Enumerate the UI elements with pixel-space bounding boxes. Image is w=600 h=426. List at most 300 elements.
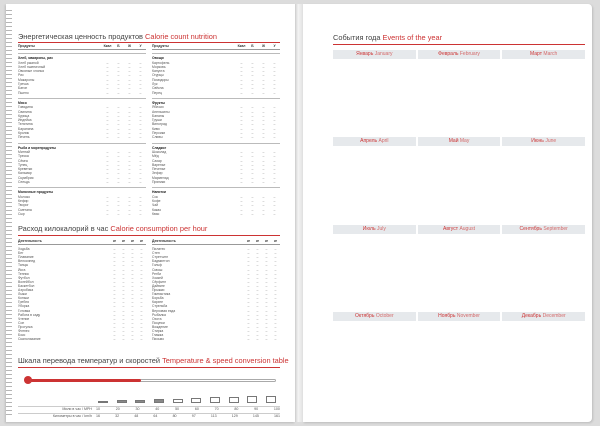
calorie-value: – [274,255,277,260]
nutrition-item-value: – [240,167,243,172]
calorie-value: – [274,275,277,280]
calorie-value: – [113,320,116,325]
nutrition-item-value: – [262,118,265,123]
nutrition-item-value: – [273,203,276,208]
calorie-value: – [274,304,277,309]
calorie-value: – [247,255,250,260]
speed-icon [191,398,201,403]
calorie-activity-name: Письмо [152,337,165,342]
nutrition-item-value: – [106,203,109,208]
nutrition-item-name: Варенье [152,162,166,167]
nutrition-item-value: – [128,122,131,127]
nutrition-item-value: – [240,73,243,78]
calorie-value: – [265,283,268,288]
calorie-activity-name: Сон [18,320,25,325]
calorie-value: – [131,300,134,305]
nutrition-item-value: – [139,105,142,110]
nutrition-item-value: – [117,118,120,123]
calorie-value: – [131,283,134,288]
calorie-value: – [140,251,143,256]
nutrition-item-value: – [106,82,109,87]
calorie-value: – [247,271,250,276]
nutrition-item-value: – [262,167,265,172]
calorie-activity-name: Вождение [152,324,168,329]
nutrition-item-value: – [139,77,142,82]
calorie-value: – [265,263,268,268]
calorie-value: – [265,251,268,256]
month-name-ru: Февраль [438,51,459,57]
month-name-ru: Сентябрь [519,226,542,232]
nutrition-item-value: – [240,113,243,118]
calorie-activity-name: Прыжки [152,288,165,293]
nutrition-item-value: – [262,162,265,167]
nutrition-column-1 [18,44,146,216]
nutrition-item-value: – [240,82,243,87]
nutrition-item-value: – [251,73,254,78]
nutrition-item-name: Помидоры [152,77,169,82]
nutrition-item-value: – [106,118,109,123]
calorie-value: – [113,251,116,256]
mph-value: 40 [155,407,160,411]
calorie-value: – [265,255,268,260]
calorie-value: – [140,337,143,342]
nutrition-item-value: – [240,162,243,167]
nutrition-item-name: Индейка [18,118,32,123]
calorie-value: – [247,296,250,301]
nutrition-item-value: – [273,113,276,118]
calorie-activity-name: Йога [18,267,26,272]
calorie-value: – [140,292,143,297]
nutrition-item-value: – [251,109,254,114]
nutrition-item-name: Курица [18,113,30,118]
nutrition-item-value: – [139,69,142,74]
nutrition-table [18,44,280,216]
calorie-value: – [274,259,277,264]
mph-value: 20 [115,407,120,411]
nutrition-item-value: – [240,90,243,95]
nutrition-item-value: – [262,109,265,114]
conversion-rule [18,367,280,368]
nutrition-item-value: – [128,162,131,167]
calorie-value: – [265,288,268,293]
calorie-activity-name: Фитнес [18,328,30,333]
nutrition-item-value: – [117,207,120,212]
calorie-value: – [256,316,259,321]
nutrition-item-name: Мёд [152,154,159,159]
calorie-value: – [113,288,116,293]
nutrition-item-value: – [262,149,265,154]
nutrition-item-value: – [251,180,254,185]
calorie-value: – [140,283,143,288]
calorie-value: – [256,283,259,288]
nutrition-item-value: – [262,126,265,131]
kmh-values [96,414,280,418]
nutrition-item-value: – [251,154,254,159]
calorie-activity-name: Скалолазание [18,337,41,342]
nutrition-item-value: – [117,171,120,176]
calorie-value: – [122,259,125,264]
nutrition-item-value: – [240,171,243,176]
nutrition-item-value: – [262,82,265,87]
conversion-title [18,356,289,365]
nutrition-item-value: – [117,86,120,91]
nutrition-item-name: Овсяные хлопья [18,69,45,74]
month-name-en: May [459,138,470,144]
nutrition-item-value: – [128,69,131,74]
calorie-activity-name: Хоккей [152,275,163,280]
calorie-header-3: кг [130,239,135,243]
nutrition-item-value: – [240,69,243,74]
calorie-activity-name: Работа в саду [18,312,41,317]
nutrition-item-name: Шоколад [152,149,167,154]
nutrition-item-value: – [262,175,265,180]
calorie-value: – [122,304,125,309]
calorie-value: – [131,324,134,329]
speed-icon [266,396,276,403]
nutrition-item-value: – [106,175,109,180]
nutrition-item-value: – [139,211,142,216]
month-name-ru: Июнь [531,138,544,144]
month-name-en: August [459,226,476,232]
kmh-value: 129 [231,414,238,418]
calorie-activity-name: Рыбалка [152,312,166,317]
mph-value: 100 [273,407,280,411]
nutrition-item-value: – [128,60,131,65]
calorie-activity-name: Глажка [152,333,164,338]
calorie-row [152,337,280,341]
calorie-activity-name: Карате [152,300,163,305]
nutrition-item-value: – [262,86,265,91]
nutrition-item-value: – [273,82,276,87]
nutrition-group-title: Хлеб, макароны, рис [18,53,146,60]
calorie-value: – [256,288,259,293]
calorie-value: – [256,247,259,252]
nutrition-item-value: – [128,82,131,87]
calorie-activity-name: Плавание [18,255,34,260]
nutrition-item-value: – [240,180,243,185]
speed-icon [247,396,257,403]
calorie-value: – [256,333,259,338]
calorie-value: – [265,320,268,325]
nutrition-item-value: – [251,113,254,118]
calorie-value: – [256,251,259,256]
nutrition-item-value: – [251,131,254,136]
margin-scale [6,10,14,416]
calorie-value: – [265,308,268,313]
nutrition-item-value: – [106,207,109,212]
nutrition-item-value: – [262,90,265,95]
nutrition-header-b: Б [117,44,120,48]
nutrition-item-value: – [273,149,276,154]
nutrition-item-value: – [262,198,265,203]
calorie-value: – [122,300,125,305]
nutrition-item-value: – [106,109,109,114]
calorie-value: – [256,259,259,264]
nutrition-item-value: – [106,86,109,91]
nutrition-item-value: – [106,194,109,199]
calorie-value: – [140,333,143,338]
nutrition-item-name: Лук [152,82,158,87]
calorie-value: – [122,333,125,338]
kmh-value: 64 [153,414,158,418]
calorie-value: – [122,267,125,272]
nutrition-item-name: Креветки [18,167,33,172]
calorie-value: – [256,324,259,329]
calorie-value: – [256,263,259,268]
nutrition-item-value: – [273,175,276,180]
month-row [333,225,585,234]
month-name-en: July [376,226,386,232]
nutrition-item-value: – [139,82,142,87]
nutrition-item-name: Перец [152,90,163,95]
month-cell [333,312,416,321]
calorie-value: – [131,279,134,284]
nutrition-item-name: Картофель [152,60,170,65]
nutrition-item-value: – [273,64,276,69]
month-cell [502,225,585,234]
month-name-ru: Декабрь [521,313,542,319]
nutrition-title-en: Calorie count nutrition [145,32,217,41]
calorie-value: – [247,251,250,256]
calorie-value: – [274,312,277,317]
nutrition-item-value: – [251,86,254,91]
calorie-value: – [274,337,277,342]
speed-icons [98,395,276,403]
nutrition-item-name: Говядина [18,105,33,110]
nutrition-item-value: – [106,180,109,185]
calorie-activity-name: Уборка [18,304,30,309]
calorie-value: – [274,320,277,325]
nutrition-item-value: – [251,171,254,176]
calorie-value: – [131,316,134,321]
nutrition-item-value: – [262,171,265,176]
nutrition-item-value: – [128,77,131,82]
nutrition-item-value: – [128,118,131,123]
nutrition-item-value: – [262,194,265,199]
mph-row [18,406,280,411]
nutrition-item-value: – [262,77,265,82]
nutrition-item-value: – [139,149,142,154]
nutrition-item-value: – [240,135,243,140]
nutrition-item-value: – [128,135,131,140]
nutrition-item-value: – [273,77,276,82]
month-cell [333,50,416,59]
nutrition-item-value: – [240,175,243,180]
nutrition-item-value: – [139,154,142,159]
nutrition-row [18,180,146,184]
calorie-header-2: кг [121,239,126,243]
nutrition-item-value: – [128,158,131,163]
nutrition-item-name: Хлеб пшеничный [18,64,46,69]
calorie-activity-name: Прогулка [18,324,33,329]
nutrition-item-value: – [240,109,243,114]
nutrition-header-label: Продукты [18,44,35,48]
nutrition-item-value: – [117,64,120,69]
nutrition-item-name: Скумбрия [18,175,34,180]
nutrition-title-ru: Энергетическая ценность продуктов [18,32,143,41]
calorie-value: – [265,279,268,284]
nutrition-item-name: Сливы [152,135,163,140]
calorie-value: – [274,316,277,321]
calorie-activity-name: Лыжи [18,292,27,297]
nutrition-item-value: – [106,135,109,140]
nutrition-item-name: Баранина [18,126,34,131]
nutrition-item-value: – [106,60,109,65]
month-name-en: October [375,313,394,319]
calorie-value: – [122,275,125,280]
nutrition-item-name: Капуста [152,69,165,74]
nutrition-item-value: – [139,175,142,180]
nutrition-item-value: – [262,180,265,185]
nutrition-item-value: – [139,60,142,65]
calorie-value: – [131,259,134,264]
calorie-value: – [247,275,250,280]
calorie-value: – [256,312,259,317]
nutrition-header-u: У [273,44,276,48]
nutrition-item-name: Сыр [18,211,25,216]
calorie-header-label: Деятельность [152,239,176,243]
nutrition-item-name: Молоко [18,194,30,199]
nutrition-item-name: Морковь [152,64,166,69]
nutrition-item-value: – [117,203,120,208]
calorie-value: – [256,255,259,260]
nutrition-item-value: – [117,105,120,110]
calorie-rule [18,235,280,236]
calorie-value: – [140,271,143,276]
calorie-value: – [131,296,134,301]
calorie-value: – [122,312,125,317]
nutrition-item-value: – [128,131,131,136]
kmh-label: Километры в час / km/h [52,414,92,418]
nutrition-item-value: – [117,90,120,95]
nutrition-item-value: – [117,122,120,127]
calorie-value: – [113,267,116,272]
calorie-activity-name: Велосипед [18,259,36,264]
nutrition-item-value: – [251,175,254,180]
nutrition-item-value: – [262,60,265,65]
nutrition-item-name: Сметана [18,207,32,212]
nutrition-item-value: – [273,122,276,127]
nutrition-item-value: – [106,113,109,118]
calorie-value: – [247,267,250,272]
nutrition-item-value: – [262,73,265,78]
speed-icon [229,397,239,403]
month-name-ru: Июль [362,226,376,232]
calorie-column-1-header [18,239,146,245]
nutrition-item-value: – [139,122,142,127]
nutrition-item-value: – [251,158,254,163]
calorie-value: – [131,251,134,256]
nutrition-item-name: Какао [152,207,162,212]
nutrition-item-value: – [273,180,276,185]
nutrition-item-value: – [139,162,142,167]
calorie-activity-name: Сквош [152,267,163,272]
nutrition-item-value: – [240,207,243,212]
calorie-value: – [274,247,277,252]
calorie-value: – [265,316,268,321]
calorie-value: – [113,312,116,317]
nutrition-item-name: Сельдь [18,180,30,185]
nutrition-item-value: – [128,73,131,78]
nutrition-item-value: – [139,167,142,172]
calorie-activity-name: Готовка [18,308,31,313]
calorie-activity-name: Бег [18,251,24,256]
calorie-activity-name: Коньки [18,296,29,301]
nutrition-item-name: Творог [18,203,29,208]
calorie-value: – [265,292,268,297]
nutrition-item-name: Свинина [18,109,32,114]
left-page [6,4,295,422]
calorie-value: – [131,308,134,313]
nutrition-item-value: – [139,158,142,163]
month-name-en: December [542,313,566,319]
nutrition-item-name: Чай [152,203,159,208]
calorie-value: – [113,337,116,342]
calorie-value: – [122,292,125,297]
nutrition-item-value: – [106,126,109,131]
nutrition-item-value: – [117,69,120,74]
nutrition-item-value: – [240,64,243,69]
nutrition-item-value: – [262,135,265,140]
month-cell [333,225,416,234]
calorie-value: – [113,283,116,288]
nutrition-item-value: – [273,198,276,203]
calorie-value: – [265,337,268,342]
calorie-value: – [274,288,277,293]
calorie-value: – [131,267,134,272]
calorie-activity-name: Гребля [18,300,29,305]
mph-values [96,407,280,411]
calorie-value: – [113,333,116,338]
nutrition-item-value: – [251,77,254,82]
nutrition-item-value: – [240,60,243,65]
calorie-value: – [113,263,116,268]
nutrition-header-zh: Ж [261,44,266,48]
calorie-value: – [122,255,125,260]
nutrition-item-value: – [106,69,109,74]
month-row [333,137,585,146]
calorie-value: – [247,263,250,268]
nutrition-item-name: Персики [152,131,166,136]
calorie-value: – [131,263,134,268]
calorie-value: – [140,255,143,260]
calorie-header-2: кг [255,239,260,243]
calorie-value: – [265,324,268,329]
nutrition-header-u: У [139,44,142,48]
nutrition-item-name: Сок [152,194,158,199]
nutrition-item-value: – [251,207,254,212]
nutrition-item-value: – [273,171,276,176]
month-name-en: November [456,313,480,319]
kmh-row [18,413,280,418]
month-name-ru: Октябрь [355,313,375,319]
calorie-value: – [131,275,134,280]
nutrition-item-value: – [117,180,120,185]
calorie-column-1 [18,239,146,347]
nutrition-item-name: Пряники [152,180,166,185]
month-name-en: January [374,51,393,57]
nutrition-item-name: Печенье [152,167,166,172]
calorie-value: – [122,308,125,313]
calorie-activity-name: Гольф [152,263,162,268]
calorie-value: – [113,292,116,297]
nutrition-item-value: – [251,149,254,154]
nutrition-item-value: – [251,167,254,172]
calorie-value: – [265,296,268,301]
calorie-value: – [113,316,116,321]
calorie-value: – [265,271,268,276]
calorie-value: – [274,333,277,338]
